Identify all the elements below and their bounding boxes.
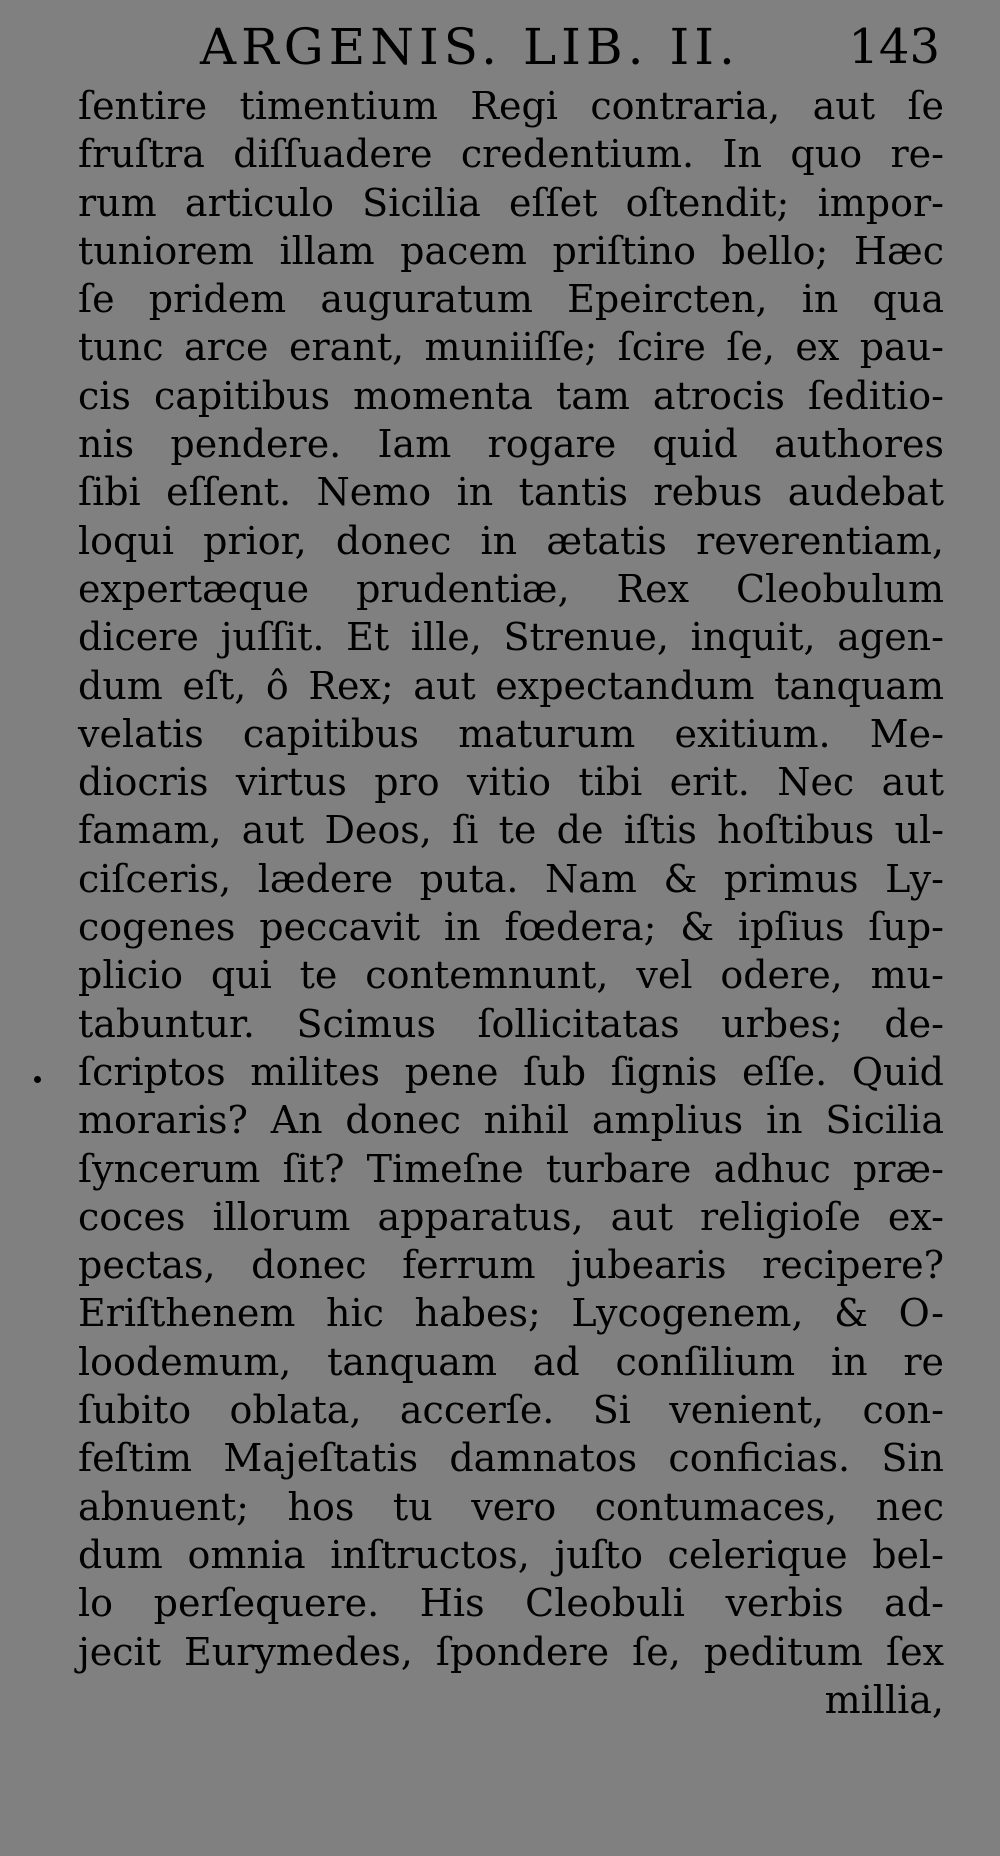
page-header bbox=[200, 14, 940, 80]
body-text bbox=[78, 82, 944, 1724]
text-line: ſentire timentium Regi contraria, aut ſe bbox=[78, 84, 944, 128]
text-line: lo perſequere. His Cleobuli verbis ad- bbox=[78, 1581, 944, 1626]
text-line: abnuent; hos tu vero contumaces, nec bbox=[78, 1484, 944, 1529]
text-line: feſtim Majeſtatis damnatos conficias. Sin bbox=[78, 1436, 944, 1481]
text-line: jecit Eurymedes, ſpondere ſe, peditum ſex bbox=[78, 1629, 944, 1674]
text-line: loodemum, tanquam ad conſilium in re bbox=[78, 1339, 944, 1384]
text-line: dum omnia inſtructos, juſto celerique bel- bbox=[78, 1532, 944, 1577]
text-line: cis capitibus momenta tam atrocis ſeditio- bbox=[78, 373, 944, 418]
text-line: famam, aut Deos, ſi te de iſtis hoſtibus ul- bbox=[78, 808, 944, 853]
page-number: 143 bbox=[848, 19, 940, 75]
text-line: ſubito oblata, accerſe. Si venient, con- bbox=[78, 1388, 944, 1433]
text-line: ciſceris, lædere puta. Nam & primus Ly- bbox=[78, 856, 944, 901]
text-line: ſe pridem auguratum Epeircten, in qua bbox=[78, 277, 944, 322]
text-line: loqui prior, donec in ætatis reverentiam, bbox=[78, 518, 944, 563]
running-head: ARGENIS. LIB. II. bbox=[200, 18, 740, 76]
text-line: nis pendere. Iam rogare quid authores bbox=[78, 422, 944, 467]
text-line: pectas, donec ferrum jubearis recipere? bbox=[78, 1243, 944, 1288]
text-line: Eriſthenem hic habes; Lycogenem, & O- bbox=[78, 1291, 944, 1336]
margin-mark bbox=[34, 1076, 41, 1083]
text-line: cogenes peccavit in fœdera; & ipſius ſup- bbox=[78, 905, 944, 950]
text-line: dicere juſſit. Et ille, Strenue, inquit, agen- bbox=[78, 615, 944, 660]
text-line: plicio qui te contemnunt, vel odere, mu- bbox=[78, 953, 944, 998]
text-line: fruſtra diſſuadere credentium. In quo re- bbox=[78, 132, 944, 177]
text-line: ſcriptos milites pene ſub ſignis eſſe. Quid bbox=[78, 1049, 944, 1094]
text-line: expertæque prudentiæ, Rex Cleobulum bbox=[78, 566, 944, 611]
text-line: tunc arce erant, muniiſſe; ſcire ſe, ex pau- bbox=[78, 325, 944, 370]
text-line: dum eſt, ô Rex; aut expectandum tanquam bbox=[78, 663, 944, 708]
text-line: moraris? An donec nihil amplius in Sicilia bbox=[78, 1098, 944, 1143]
text-line: coces illorum apparatus, aut religioſe ex- bbox=[78, 1194, 944, 1239]
catchword: millia, bbox=[824, 1677, 944, 1722]
text-line: ſibi eſſent. Nemo in tantis rebus audebat bbox=[78, 470, 944, 515]
text-line: tuniorem illam pacem priſtino bello; Hæc bbox=[78, 228, 944, 273]
text-line: tabuntur. Scimus ſollicitatas urbes; de- bbox=[78, 1001, 944, 1046]
text-line: velatis capitibus maturum exitium. Me- bbox=[78, 711, 944, 756]
text-line: rum articulo Sicilia eſſet oſtendit; impor- bbox=[78, 180, 944, 225]
text-line: diocris virtus pro vitio tibi erit. Nec aut bbox=[78, 760, 944, 805]
text-line: ſyncerum ſit? Timeſne turbare adhuc præ- bbox=[78, 1146, 944, 1191]
